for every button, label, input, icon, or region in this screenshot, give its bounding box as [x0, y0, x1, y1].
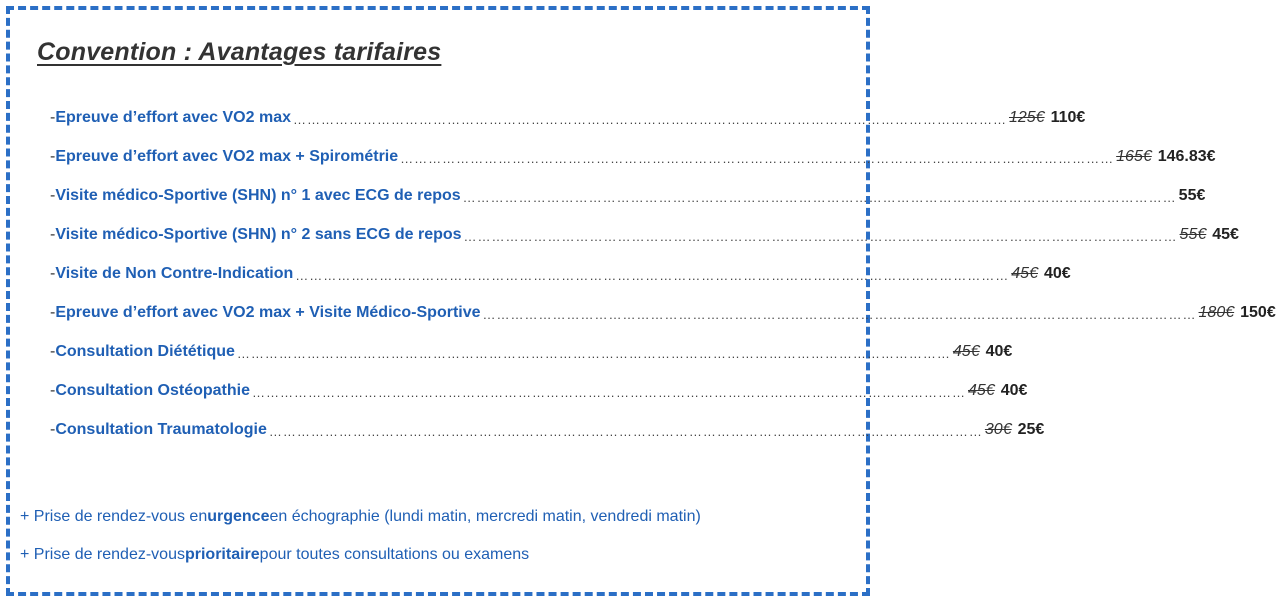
note-bold: prioritaire [184, 546, 260, 563]
list-dash: - [50, 264, 56, 282]
new-price: 55€ [1178, 186, 1206, 204]
dot-leader: ……………………………………………………………………………………………………………………………………… [268, 423, 983, 439]
price-row [50, 176, 1206, 215]
list-dash: - [50, 381, 56, 399]
dot-leader: ……………………………………………………………………………………………………………………………………… [295, 267, 1010, 283]
old-price: 165€ [1116, 147, 1152, 165]
list-dash: - [50, 420, 56, 438]
new-price: 40€ [985, 342, 1013, 360]
new-price: 110€ [1050, 108, 1086, 126]
dot-leader: ……………………………………………………………………………………………………………………………………… [462, 189, 1177, 205]
service-label: Consultation Ostéopathie [55, 381, 250, 399]
note-suffix: en échographie (lundi matin, mercredi matin, vendredi matin) [269, 508, 701, 525]
new-price: 40€ [1043, 264, 1071, 282]
old-price: 30€ [984, 420, 1012, 438]
list-dash: - [50, 108, 56, 126]
page-title: Convention : Avantages tarifaires [37, 38, 442, 66]
dot-leader: ……………………………………………………………………………………………………………………………………… [292, 111, 1007, 127]
old-price: 45€ [968, 381, 995, 399]
dot-leader: ……………………………………………………………………………………………………………………………………… [252, 384, 966, 400]
list-dash: - [50, 186, 56, 204]
note-bold: urgence [207, 508, 270, 525]
old-price: 55€ [1179, 225, 1207, 243]
price-row [50, 371, 1028, 410]
new-price: 150€ [1240, 303, 1276, 321]
notes-section [20, 498, 865, 574]
new-price: 40€ [1000, 381, 1028, 399]
dot-leader: ……………………………………………………………………………………………………………………………………… [236, 345, 951, 361]
old-price: 125€ [1008, 108, 1045, 126]
service-label: Visite de Non Contre-Indication [55, 264, 294, 282]
service-label: Consultation Traumatologie [55, 420, 267, 438]
service-label: Epreuve d’effort avec VO2 max [55, 108, 291, 126]
old-price: 180€ [1198, 303, 1235, 321]
price-row [50, 98, 1086, 137]
price-list [50, 98, 1276, 449]
service-label: Visite médico-Sportive (SHN) n° 2 sans ECG de repos [55, 225, 462, 243]
dot-leader: ……………………………………………………………………………………………………………………………………… [463, 228, 1178, 244]
old-price: 45€ [952, 342, 980, 360]
new-price: 146.83€ [1157, 147, 1216, 165]
old-price: 45€ [1011, 264, 1038, 282]
service-label: Consultation Diététique [55, 342, 235, 360]
note-suffix: pour toutes consultations ou examens [259, 546, 530, 563]
note-prioritaire [20, 536, 865, 574]
service-label: Visite médico-Sportive (SHN) n° 1 avec ECG de repos [55, 186, 461, 204]
note-prefix: + Prise de rendez-vous [20, 546, 185, 563]
new-price: 25€ [1017, 420, 1045, 438]
service-label: Epreuve d’effort avec VO2 max + Spirométrie [55, 147, 399, 165]
price-row [50, 254, 1071, 293]
price-row [50, 137, 1216, 176]
dot-leader: ……………………………………………………………………………………………………………………………………… [482, 306, 1197, 322]
price-row [50, 332, 1013, 371]
note-urgence [20, 498, 865, 536]
list-dash: - [50, 342, 56, 360]
note-prefix: + Prise de rendez-vous en [20, 508, 208, 525]
dot-leader: ……………………………………………………………………………………………………………………………………… [400, 150, 1115, 166]
list-dash: - [50, 303, 56, 321]
list-dash: - [50, 147, 56, 165]
price-row [50, 215, 1239, 254]
price-row [50, 410, 1045, 449]
service-label: Epreuve d’effort avec VO2 max + Visite Médico-Sportive [55, 303, 481, 321]
new-price: 45€ [1212, 225, 1239, 243]
price-row [50, 293, 1276, 332]
list-dash: - [50, 225, 56, 243]
